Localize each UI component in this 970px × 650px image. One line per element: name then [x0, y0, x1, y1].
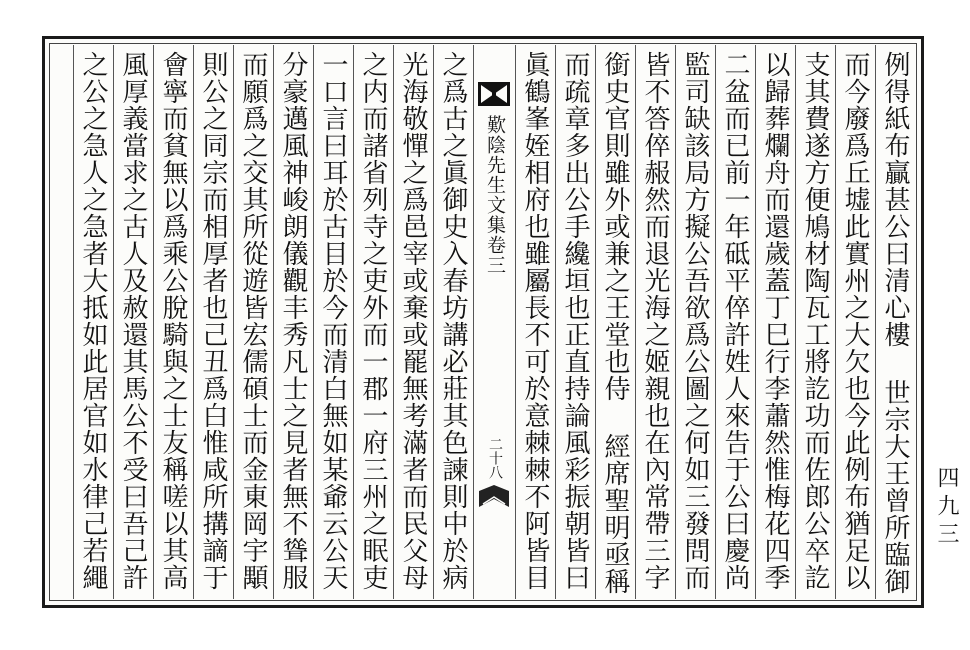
- text-column-12: 光海敬憚之爲邑宰或棄或罷無考滿者而民父母: [393, 45, 433, 599]
- fish-tail-ornament-top-icon: [477, 81, 511, 107]
- text-column-7: 皆不答倅赧然而退光海之姬親也在內常帶三字: [635, 45, 675, 599]
- text-column-3: 支其費遂方便鳩材陶瓦工將訖功而佐郎公卒訖: [795, 45, 835, 599]
- page-frame: [42, 36, 924, 608]
- text-column-20: 之公之急人之急者大抵如此居官如水律己若繩: [73, 45, 113, 599]
- text-column-14: 一口言曰耳於古目於今而清白無如某爺云公天: [313, 45, 353, 599]
- text-column-5: 二盆而已前一年砥平倅許姓人來告于公曰慶尚: [715, 45, 755, 599]
- fish-tail-ornament-bottom-icon: [477, 483, 511, 509]
- text-column-19: 風厚義當求之古人及赦還其馬公不受曰吾己許: [113, 45, 153, 599]
- text-columns: [51, 45, 915, 599]
- text-column-15: 分豪邁風神峻朗儀觀丰秀凡士之見者無不聳服: [273, 45, 313, 599]
- center-fold-column: [473, 45, 515, 599]
- leaf-number: 二十八: [487, 437, 503, 479]
- text-column-4: 以歸葬爛舟而還歲蓋丁巳行李蕭然惟梅花四季: [755, 45, 795, 599]
- text-column-9: 而疏章多出公手纔垣也正直持論風彩振朝皆曰: [555, 45, 595, 599]
- text-column-16: 而願爲之交其所從遊皆宏儒碩士而金東岡宇顒: [233, 45, 273, 599]
- text-column-1: 例得紙布贏甚公曰清心樓 世宗大王曾所臨御: [875, 45, 915, 599]
- text-column-6: 監司缺該局方擬公吾欲爲公圖之何如三發問而: [675, 45, 715, 599]
- text-column-13: 之内而諸省列寺之吏外而一郡一府三州之眠吏: [353, 45, 393, 599]
- page-number: 四九三: [934, 466, 959, 550]
- text-column-17: 則公之同宗而相厚者也己丑爲白惟咸所搆謫于: [193, 45, 233, 599]
- text-column-11: 之爲古之眞御史入春坊講必莊其色諫則中於病: [433, 45, 473, 599]
- text-column-18: 會寧而貧無以爲乘公脫騎與之士友稱嗟以其高: [153, 45, 193, 599]
- text-column-2: 而今廢爲丘墟此實州之大欠也今此例布猶足以: [835, 45, 875, 599]
- text-column-10: 眞鶴峯姪相府也雖屬長不可於意棘棘不阿皆目: [515, 45, 555, 599]
- book-title: 歎陰先生文集卷三: [484, 115, 506, 275]
- text-column-8: 銜史官則雖外或兼之王堂也侍 經席聖明亟稱: [595, 45, 635, 599]
